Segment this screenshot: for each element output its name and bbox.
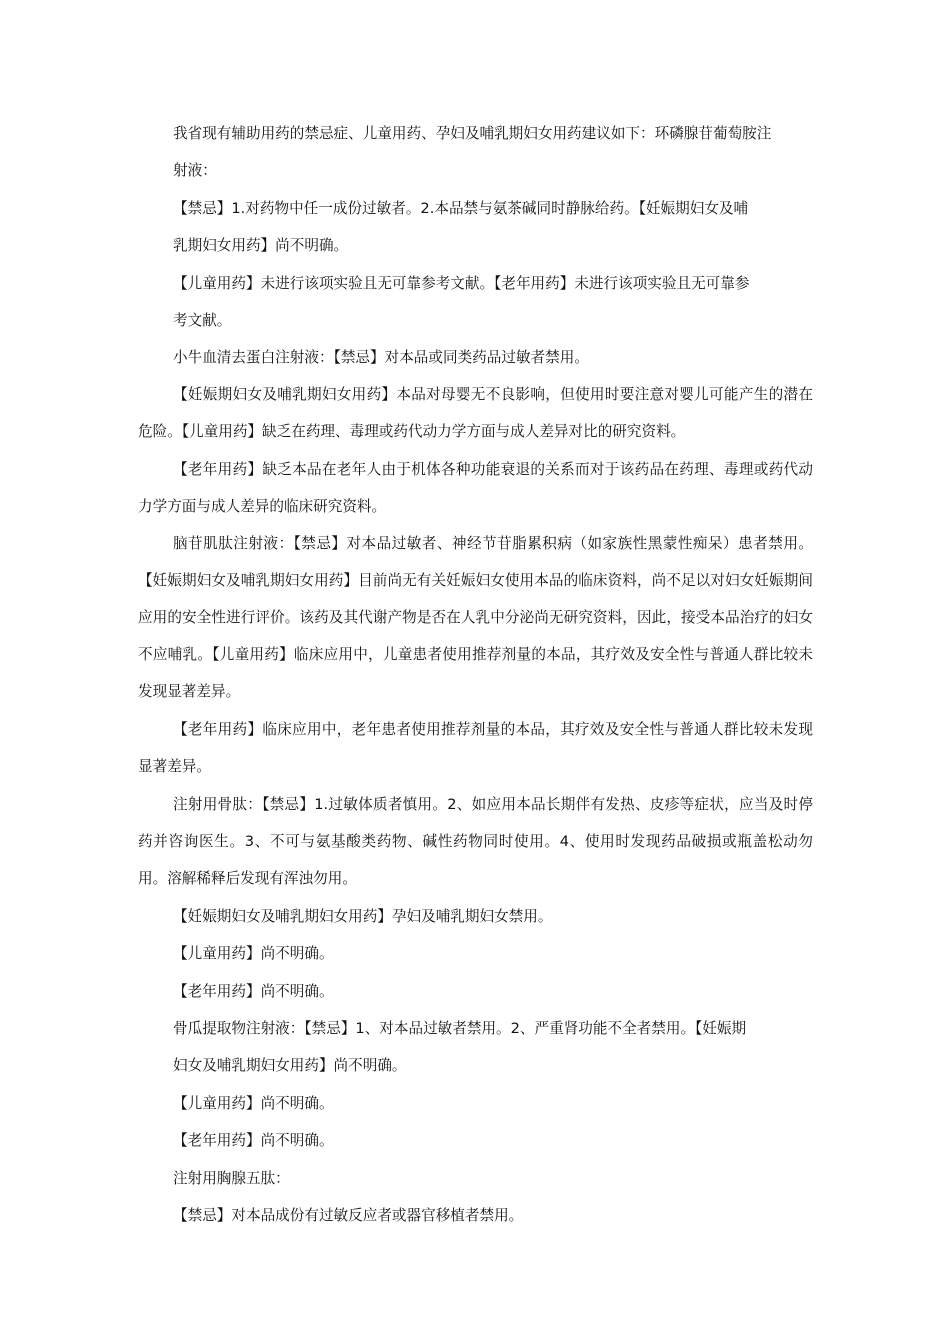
text-line: 其疗效及安全性与普通人群比较未发现显著差异。 (138, 646, 813, 700)
text-line: 妇女及哺乳期妇女用药】尚不明确。 (173, 1057, 407, 1074)
text-line: 考文献。 (173, 312, 232, 329)
paragraph-bone-peptide (138, 786, 813, 897)
text-line: 【老年用药】缺乏本品在老年人由于机体各种功能衰退的关系而对于该药品在药理、毒理或 (173, 461, 769, 478)
paragraph-contraindication-6 (173, 1197, 523, 1234)
text-line: 【儿童用药】未进行该项实验且无可靠参考文献。【老年用药】未进行该项实验且无可靠参 (173, 275, 750, 292)
paragraph-elderly-4 (173, 973, 334, 1010)
text-line: 的潜在危险。【儿童用药】缺乏在药理、毒理或药代动力学方面与成人差异对比的研究资料。 (138, 386, 813, 440)
text-line: 【老年用药】尚不明确。 (173, 1132, 334, 1149)
text-line: 【禁忌】对本品成份有过敏反应者或器官移植者禁用。 (173, 1207, 524, 1224)
text-line: 【儿童用药】尚不明确。 (173, 945, 334, 962)
text-line: 【儿童用药】尚不明确。 (173, 1095, 334, 1112)
paragraph-elderly-3 (138, 711, 813, 785)
text-line: 脑苷肌肽注射液：【禁忌】对本品过敏者、神经节苷脂累积病（如家族性黑蒙性痴呆）患者 (173, 535, 769, 552)
text-line: 我省现有辅助用药的禁忌症、儿童用药、孕妇及哺乳期妇女用药建议如下：环磷腺苷葡萄胺注 (173, 125, 772, 142)
text-line: 【老年用药】尚不明确。 (173, 983, 334, 1000)
text-line: 射液： (173, 162, 217, 179)
paragraph-contraindication-1 (173, 190, 813, 264)
text-line: 【禁忌】1.对药物中任一成份过敏者。2.本品禁与氨茶碱同时静脉给药。【妊娠期妇女及哺 (173, 200, 749, 217)
text-line: 禁用。【妊娠期妇女及哺乳期妇女用药】目前尚无有关妊娠妇女使用本品的临床资料，尚不足以 (138, 535, 813, 589)
text-line: 未发现显著差异。 (138, 721, 813, 775)
text-line: 小牛血清去蛋白注射液：【禁忌】对本品或同类药品过敏者禁用。 (173, 349, 589, 366)
text-line: 【妊娠期妇女及哺乳期妇女用药】本品对母婴无不良影响，但使用时要注意对婴儿可能产生 (173, 386, 769, 403)
paragraph-pregnancy-4 (173, 898, 552, 935)
text-line: 或瓶盖松动勿用。溶解稀释后发现有浑浊勿用。 (138, 833, 813, 887)
text-line: 药代动力学方面与成人差异的临床研究资料。 (138, 461, 813, 515)
text-line: 骨瓜提取物注射液：【禁忌】1、对本品过敏者禁用。2、严重肾功能不全者禁用。【妊娠期 (173, 1020, 747, 1037)
text-line: 注射用胸腺五肽： (173, 1170, 290, 1187)
paragraph-elderly-2 (138, 451, 813, 525)
text-line: 注射用骨肽：【禁忌】1.过敏体质者慎用。2、如应用本品长期伴有发热、皮疹等症状，应 (173, 796, 754, 813)
text-line: 对妇女妊娠期间应用的安全性进行评价。该药及其代谢产物是否在人乳中分泌尚无研究资料，因 (138, 572, 813, 626)
paragraph-elderly-5 (173, 1122, 334, 1159)
text-line: 【妊娠期妇女及哺乳期妇女用药】孕妇及哺乳期妇女禁用。 (173, 908, 553, 925)
paragraph-cerebroside (138, 525, 813, 710)
paragraph-children-4 (173, 935, 334, 972)
paragraph-children-5 (173, 1085, 334, 1122)
text-line: 此，接受本品治疗的妇女不应哺乳。【儿童用药】临床应用中，儿童患者使用推荐剂量的本品， (138, 609, 813, 663)
paragraph-children-elderly-1 (173, 265, 813, 339)
text-line: 当及时停药并咨询医生。3、不可与氨基酸类药物、碱性药物同时使用。4、使用时发现药品破损 (138, 796, 813, 850)
paragraph-pregnancy-2 (138, 376, 813, 450)
paragraph-bone-extract (173, 1010, 813, 1084)
paragraph-intro (173, 115, 813, 189)
paragraph-calf-serum (173, 339, 589, 376)
text-line: 【老年用药】临床应用中，老年患者使用推荐剂量的本品，其疗效及安全性与普通人群比较 (173, 721, 769, 738)
paragraph-thymopentin (173, 1160, 290, 1197)
text-line: 乳期妇女用药】尚不明确。 (173, 237, 349, 254)
